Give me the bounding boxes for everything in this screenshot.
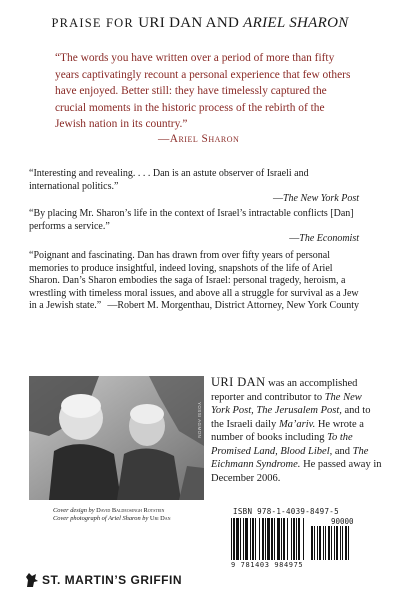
photo-image [29,376,204,500]
price-code: 90000 [331,517,354,526]
barcode-bar [283,518,285,560]
barcode-bar [325,526,326,560]
barcode-digits: 9 781403 984975 [231,561,304,569]
quote-attribution [29,233,359,246]
isbn-text: ISBN 978-1-4039-8497-5 [233,507,339,516]
cover-credits [53,507,171,523]
design-name: David Baldeosingh Rotstein [96,507,165,514]
barcode-icon [225,507,380,569]
barcode-bar [293,518,295,560]
barcode-bar [274,518,275,560]
barcode-bar [277,518,280,560]
griffin-logo-icon [25,572,39,588]
barcode-bar [336,526,338,560]
photo-credit-line [53,515,171,523]
barcode-bar [319,526,321,560]
lead-attr-dash: — [158,133,170,145]
barcode-bar [231,518,232,560]
barcode-area [225,507,380,569]
quote-new-york-post [29,168,359,206]
bio-text: and [332,445,353,457]
author-photo [29,376,204,500]
barcode-bar [259,518,260,560]
bio-title: The Eichmann Syndrome. [211,445,369,470]
design-credit [53,507,171,515]
bio-text: was an accomplished reporter and contributor to [211,378,358,403]
barcode-bar [323,526,324,560]
barcode-bar [331,526,332,560]
barcode-bar [345,526,347,560]
barcode-bar [342,526,343,560]
lead-quote-attribution [158,133,239,145]
quote-attribution: —Robert M. Morgenthau, District Attorney, New York County [107,300,359,312]
barcode-bar [250,518,251,560]
barcode-bar [271,518,273,560]
attr-source: The Economist [299,233,359,245]
barcode-bar [328,526,330,560]
bio-text: and to the Israeli daily [211,405,371,430]
bio-title: To the Promised Land, Blood Libel, [211,432,353,457]
photo-name: Uri Dan [149,515,171,523]
quote-text: “Interesting and revealing. . . . Dan is an astute observer of Israeli and international politics.” [29,168,309,192]
barcode-bar [240,518,241,560]
barcode-bar [245,518,248,560]
barcode-bar [340,526,341,560]
bio-title: Ma’ariv. [278,418,316,430]
quote-economist [29,208,359,246]
barcode-bar [243,518,244,560]
barcode-bar [303,518,304,560]
attr-source: The New York Post [282,193,359,205]
barcode-bar [255,518,256,560]
quote-morgenthau [29,250,359,326]
heading-book-title: ARIEL SHARON [243,15,349,31]
bio-name: URI DAN [211,375,266,389]
publisher-name: ST. MARTIN’S GRIFFIN [42,573,182,587]
author-bio [211,376,383,485]
barcode-bar [267,518,270,560]
barcode-bar [348,526,349,560]
praise-heading [0,15,400,32]
lead-quote: “The words you have written over a period of more than fifty years captivatingly recount a personal experience that few others have enjoyed. Better still: they have timelessly captured the crucial moments in the historic process of the rebirth of the Jewish nation in its country.” [55,52,351,131]
barcode-bar [265,518,266,560]
heading-prefix: PRAISE FOR [51,16,139,30]
barcode-bar [291,518,292,560]
barcode-bar [298,518,300,560]
heading-name: URI DAN AND [138,15,244,31]
photo-credit: YOSSI AGMON [197,402,202,439]
barcode-bar [317,526,318,560]
bio-text: He wrote a number of books including [211,418,364,443]
photo-label: Cover photograph of Ariel Sharon by [53,515,150,523]
quote-attribution [29,193,359,206]
barcode-bar [287,518,288,560]
barcode-bar [252,518,254,560]
quote-text: “Poignant and fascinating. Dan has drawn from over fifty years of personal memories to produce insightful, indeed loving, snapshots of the life of Ariel Sharon. Dan’s Sharon embodies the saga of Israel: personal tragedy, heroism, a wrestling with timeless moral issues, and above all a struggle for survival as a Jew in a Jewish state.” [29,250,359,312]
barcode-bar [262,518,264,560]
barcode-bar [236,518,239,560]
barcode-bar [314,526,315,560]
barcode-bar [281,518,282,560]
barcode-bar [334,526,335,560]
design-label: Cover design by [53,507,97,514]
bio-title: The New York Post, The Jerusalem Post, [211,391,362,416]
barcode-bar [296,518,297,560]
lead-attr-name: Ariel Sharon [169,133,240,145]
bio-text: He passed away in December 2006. [211,459,382,484]
attr-dash: — [289,233,300,245]
quote-text: “By placing Mr. Sharon’s life in the context of Israel’s intractable conflicts [Dan] performs a service.” [29,208,354,232]
attr-dash: — [272,193,283,205]
barcode-bar [233,518,235,560]
barcode-bar [311,526,313,560]
